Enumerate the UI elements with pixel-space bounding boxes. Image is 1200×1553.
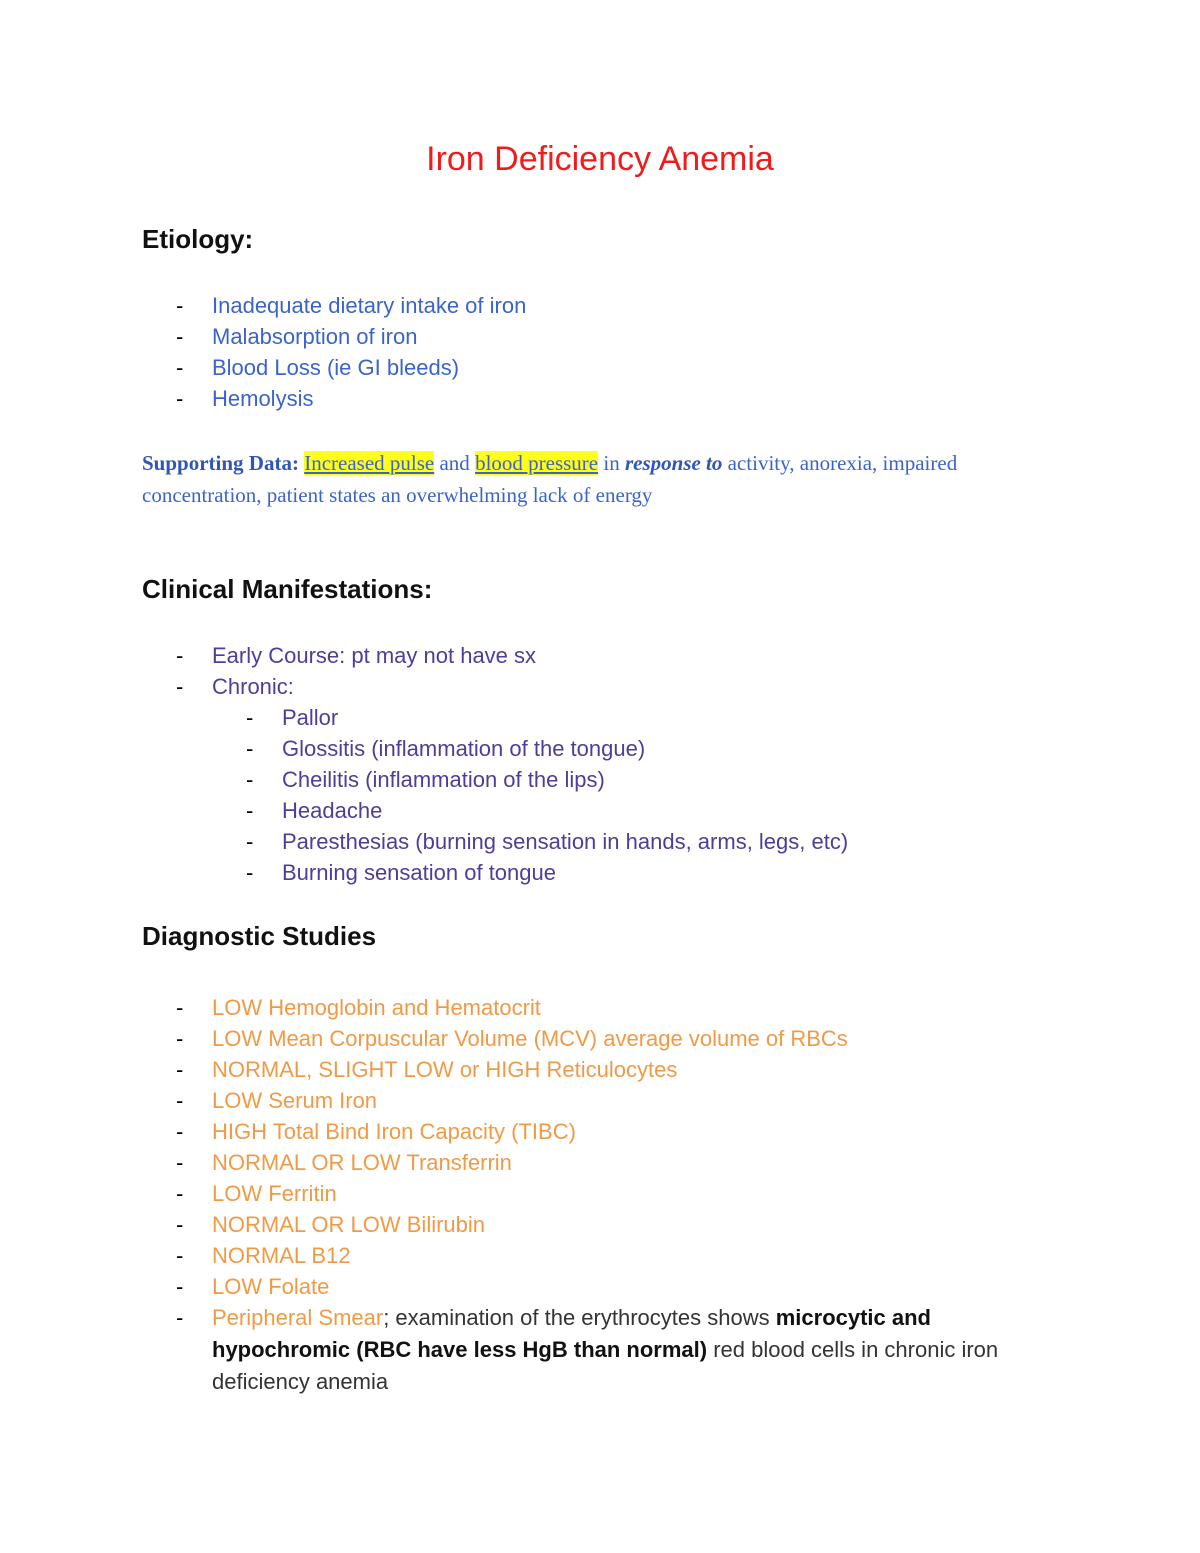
highlight-blood-pressure: blood pressure [475, 451, 599, 475]
etiology-list [176, 290, 527, 414]
peripheral-smear-label: Peripheral Smear [212, 1305, 384, 1330]
list-item: - NORMAL OR LOW Bilirubin [176, 1212, 486, 1237]
supporting-data-paragraph: Supporting Data: Increased pulse and blood pressure in response to activity, anorexia, impaired concentration, patient states an overwhelming lack of energy [142, 451, 958, 507]
list-item: - NORMAL, SLIGHT LOW or HIGH Reticulocytes [176, 1057, 678, 1082]
list-item: - HIGH Total Bind Iron Capacity (TIBC) [176, 1119, 576, 1144]
emphasis-response-to: response to [624, 451, 723, 475]
list-item: - Chronic: [176, 674, 294, 699]
list-item: - NORMAL OR LOW Transferrin [176, 1150, 512, 1175]
smear-bold-text: microcytic and hypochromic (RBC have less HgB than normal) [212, 1305, 931, 1362]
diagnostic-heading: Diagnostic Studies [142, 921, 377, 951]
list-item: - NORMAL B12 [176, 1243, 351, 1268]
list-item: - LOW Hemoglobin and Hematocrit [176, 995, 541, 1020]
list-item: - Blood Loss (ie GI bleeds) [176, 355, 460, 380]
list-item: - Malabsorption of iron [176, 324, 418, 349]
clinical-heading: Clinical Manifestations: [142, 574, 433, 604]
list-item: - LOW Serum Iron [176, 1088, 378, 1113]
supporting-data-label: Supporting Data [142, 451, 292, 475]
chronic-sublist [246, 702, 849, 888]
clinical-list [176, 640, 537, 702]
list-item: - Hemolysis [176, 386, 314, 411]
highlight-increased-pulse: Increased pulse [304, 451, 435, 475]
list-item: - Burning sensation of tongue [246, 860, 556, 885]
list-item: - Pallor [246, 705, 339, 730]
diagnostic-list [176, 992, 848, 1302]
list-item: - Inadequate dietary intake of iron [176, 293, 527, 318]
list-item: - LOW Mean Corpuscular Volume (MCV) average volume of RBCs [176, 1026, 848, 1051]
list-item: - Early Course: pt may not have sx [176, 643, 537, 668]
list-item: - LOW Folate [176, 1274, 330, 1299]
list-item: - Cheilitis (inflammation of the lips) [246, 767, 605, 792]
list-item: - Glossitis (inflammation of the tongue) [246, 736, 646, 761]
list-item: - LOW Ferritin [176, 1181, 337, 1206]
peripheral-smear-item: - Peripheral Smear; examination of the erythrocytes shows microcytic and hypochromic (RBC have less HgB than normal) red blood cells in chronic iron deficiency anemia [176, 1305, 999, 1394]
document-title: Iron Deficiency Anemia [426, 140, 774, 178]
etiology-heading: Etiology: [142, 224, 254, 254]
list-item: - Paresthesias (burning sensation in hands, arms, legs, etc) [246, 829, 849, 854]
list-item: - Headache [246, 798, 383, 823]
